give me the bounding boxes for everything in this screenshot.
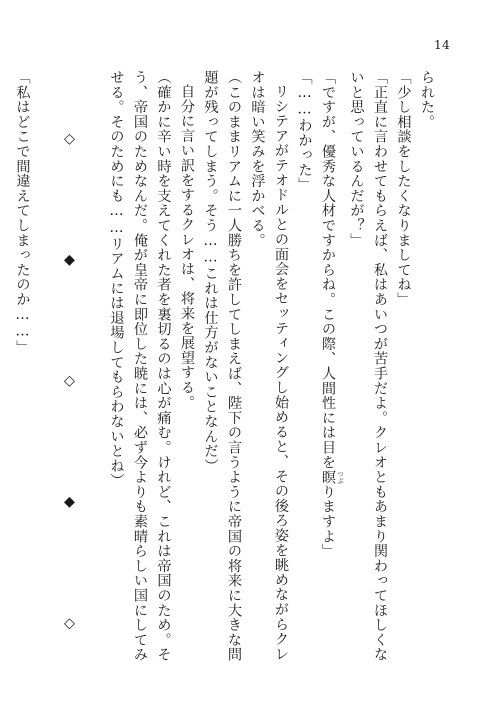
text-line-segment: りますよ」 <box>320 484 336 559</box>
text-line: られた。 <box>419 70 435 130</box>
text-line: リシテアがテオドルとの面会をセッティングし始めると、その後ろ姿を眺めながらクレ <box>273 84 289 662</box>
text-line: いと思っているんだが？」 <box>348 70 365 248</box>
blank-line <box>81 70 105 650</box>
text-line: 「私はどこで間違えてしまったのか……」 <box>14 70 31 355</box>
ruby-word <box>320 469 344 485</box>
ruby-base: 瞑 <box>320 469 336 485</box>
text-line: せる。そのためにも……リアムには退場してもらわないとね） <box>108 70 125 488</box>
scene-separator: ◇ ◆ ◇ ◆ ◇ <box>61 131 78 677</box>
text-line: う、帝国のためなんだ。俺が皇帝に即位した暁には、必ず今よりも素晴らしい国にしてみ <box>132 70 148 662</box>
text-line: 題が残ってしまう。そう……これは仕方がないことなんだ） <box>202 70 219 474</box>
vertical-text-body <box>10 70 438 677</box>
text-line: 「……わかった」 <box>296 70 313 192</box>
ruby-reading: つぶ <box>336 469 344 485</box>
text-line <box>316 70 345 650</box>
text-line-segment: 「ですが、優秀な人材ですからね。この際、人間性には目を <box>320 70 336 470</box>
text-line: 「正直に言わせてもらえば、私はあいつが苦手だよ。クレオともあまり関わってほしくな <box>372 70 388 662</box>
text-line: （確かに辛い時を支えてくれた者を裏切るのは心が痛む。けれど、これは帝国のため。そ <box>155 70 172 662</box>
text-line: 自分に言い訳をするクレオは、将来を展望する。 <box>179 84 195 410</box>
text-line: （このままリアムに一人勝ちを許してしまえば、陛下の言うように帝国の将来に大きな問 <box>226 70 242 662</box>
page-number: 14 <box>434 38 451 52</box>
text-line: オは暗い笑みを浮かべる。 <box>249 70 266 248</box>
blank-line <box>34 70 58 650</box>
text-line: 「少し相談をしたくなりましてね」 <box>395 70 412 307</box>
